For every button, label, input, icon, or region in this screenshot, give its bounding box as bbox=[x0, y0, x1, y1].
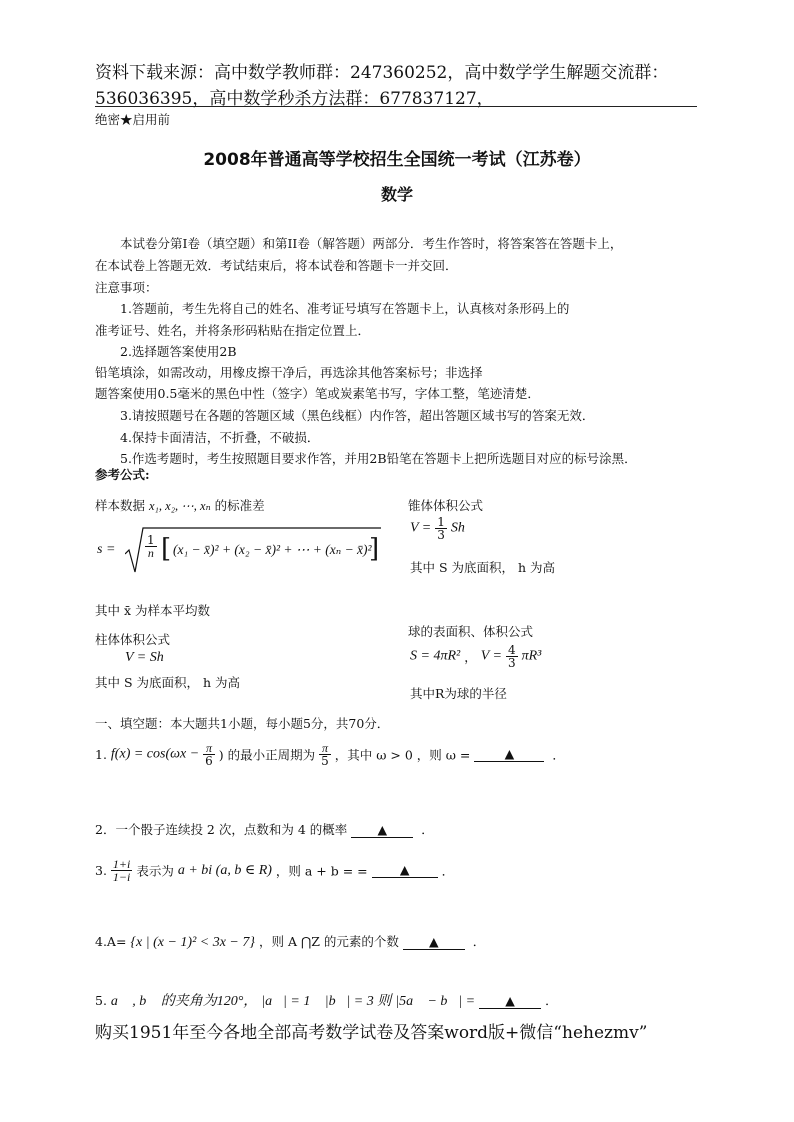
triangle-icon: ▲ bbox=[504, 746, 515, 761]
header-line-1: 资料下载来源：高中数学教师群：247360252，高中数学学生解题交流群： bbox=[95, 63, 669, 83]
note-2a: 2.选择题答案使用2B bbox=[120, 344, 237, 359]
note-3: 3.请按照题号在各题的答题区域（黑色线框）内作答，超出答题区域书写的答案无效． bbox=[120, 408, 595, 423]
question-4: 4.A= {x | (x − 1)² < 3x − 7} ，则 A ⋂Z 的元素的个数 ▲ ． bbox=[95, 934, 486, 950]
intro-line-2: 在本试卷上答题无效．考试结束后，将本试卷和答题卡一并交回． bbox=[95, 258, 458, 273]
q1-tail: ，其中 ω > 0 ，则 ω = bbox=[334, 747, 471, 763]
question-5: 5. a⃗ , b⃗ 的夹角为120°， |a⃗| = 1， |b⃗| = 3 则 |5a⃗ − b⃗| = ▲ ． bbox=[95, 993, 558, 1009]
one-over-n: $\frac{1}{n}$ bbox=[147, 533, 155, 560]
q5-prefix: 5. bbox=[95, 993, 107, 1008]
q4-tail: ，则 A ⋂Z 的元素的个数 bbox=[258, 934, 399, 949]
note-4: 4.保持卡面清洁，不折叠，不破损． bbox=[120, 430, 320, 445]
q3-mid: 表示为 bbox=[136, 863, 174, 879]
cone-label: 锥体体积公式 bbox=[408, 498, 484, 513]
sphere-label: 球的表面积、体积公式 bbox=[408, 624, 534, 639]
triangle-icon: ▲ bbox=[429, 934, 439, 949]
exam-title: 2008年普通高等学校招生全国统一考试（江苏卷） bbox=[203, 150, 591, 170]
note-5: 5.作选考题时，考生按照题目要求作答，并用2B铅笔在答题卡上把所选题目对应的标号涂黑． bbox=[120, 451, 637, 466]
q4-answer-blank[interactable] bbox=[403, 935, 465, 950]
cone-lhs: V = bbox=[410, 520, 432, 536]
subject-title: 数学 bbox=[380, 185, 413, 204]
std-dev-formula bbox=[95, 526, 395, 576]
triangle-icon: ▲ bbox=[399, 862, 410, 877]
std-dev-label-prefix: 样本数据 bbox=[95, 498, 146, 513]
note-1b: 准考证号、姓名，并将条形码粘贴在指定位置上． bbox=[95, 323, 371, 338]
std-dev-body: (x₁ − x̄)² + (x₂ − x̄)² + ⋯ + (xₙ − x̄)² bbox=[173, 542, 372, 557]
cone-note: 其中 S 为底面积， h 为高 bbox=[410, 560, 556, 575]
q5-vectors: a⃗ , b⃗ 的夹角为120°， bbox=[110, 994, 258, 1009]
sample-mean-note: 其中 x̄ 为样本平均数 bbox=[95, 603, 210, 618]
sphere-formula: S = 4πR² ， V = $\frac{4}{3}$ πR³ bbox=[410, 643, 542, 670]
question-3: 3. $\frac{1+i}{1-i}$ 表示为 a + bi (a, b ∈ R) ，则 a + b = = ▲ ． bbox=[95, 857, 455, 884]
footer-promo: 购买1951年至今各地全部高考数学试卷及答案word版+微信“hehezmv” bbox=[95, 1023, 648, 1043]
pi-over-6: $\frac{\pi}{6}$ bbox=[205, 741, 213, 768]
q1-prefix: 1. bbox=[95, 747, 107, 762]
question-2: 2．一个骰子连续投 2 次，点数和为 4 的概率 ▲ ． bbox=[95, 822, 434, 837]
note-2b: 铅笔填涂，如需改动，用橡皮擦干净后，再选涂其他答案标号；非选择 bbox=[95, 365, 483, 380]
cone-rhs: Sh bbox=[450, 520, 465, 536]
q2-answer-blank[interactable] bbox=[351, 823, 413, 838]
four-thirds: $\frac{4}{3}$ bbox=[507, 643, 516, 670]
q3-expr: a + bi (a, b ∈ R) bbox=[177, 863, 272, 878]
q2-text: 2．一个骰子连续投 2 次，点数和为 4 的概率 bbox=[95, 822, 348, 837]
formulas-heading: 参考公式: bbox=[95, 467, 150, 482]
prism-note: 其中 S 为底面积， h 为高 bbox=[95, 675, 241, 690]
header-line-2: 536036395，高中数学秒杀方法群：677837127， bbox=[95, 89, 494, 109]
sphere-area: S = 4πR² bbox=[410, 648, 461, 664]
secret-label: 绝密★启用前 bbox=[95, 112, 171, 127]
q1-mid: ) 的最小正周期为 bbox=[218, 747, 316, 763]
prism-label: 柱体体积公式 bbox=[95, 632, 171, 647]
pi-over-5: $\frac{\pi}{5}$ bbox=[321, 741, 329, 768]
std-dev-label bbox=[95, 496, 265, 514]
question-1: 1. f(x) = cos(ωx − $\frac{\pi}{6}$ ) 的最小正周期为 $\frac{\pi}{5}$ ，其中 ω > 0 ，则 ω = ▲ ． bbox=[95, 741, 565, 768]
note-1a: 1.答题前，考生先将自己的姓名、准考证号填写在答题卡上，认真核对条形码上的 bbox=[120, 301, 570, 316]
q5-conditions: |a⃗| = 1， |b⃗| = 3 则 bbox=[261, 994, 392, 1009]
q3-fraction: $\frac{1+i}{1-i}$ bbox=[112, 857, 131, 884]
std-dev-label-vars: x₁, x₂, ⋯, xₙ bbox=[149, 499, 211, 513]
q5-answer-blank[interactable] bbox=[479, 994, 541, 1009]
sphere-note: 其中R为球的半径 bbox=[410, 686, 507, 701]
left-bracket: [ bbox=[161, 534, 172, 564]
q3-prefix: 3. bbox=[95, 863, 107, 878]
prism-formula: V = Sh bbox=[125, 650, 164, 665]
std-dev-lhs: s = bbox=[97, 542, 116, 557]
q3-answer-blank[interactable] bbox=[372, 863, 438, 878]
note-2c: 题答案使用0.5毫米的黑色中性（签字）笔或炭素笔书写，字体工整，笔迹清楚． bbox=[95, 386, 540, 401]
q4-set: {x | (x − 1)² < 3x − 7} bbox=[130, 935, 255, 950]
triangle-icon: ▲ bbox=[505, 993, 515, 1008]
section-1-heading: 一、填空题：本大题共1小题，每小题5分，共70分． bbox=[95, 716, 390, 731]
sphere-volume-rhs: πR³ bbox=[521, 648, 542, 664]
q4-prefix: 4.A= bbox=[95, 934, 127, 949]
std-dev-label-suffix: 的标准差 bbox=[214, 498, 265, 513]
q1-func: f(x) = cos(ωx − bbox=[110, 746, 200, 762]
q3-tail: ，则 a + b = = bbox=[275, 863, 368, 879]
cone-formula bbox=[410, 516, 465, 552]
q5-expr: |5a⃗ − b⃗| = bbox=[395, 994, 476, 1009]
notes-heading: 注意事项： bbox=[95, 280, 158, 295]
triangle-icon: ▲ bbox=[377, 822, 388, 837]
header-divider bbox=[95, 106, 697, 107]
one-third: $\frac{1}{3}$ bbox=[437, 515, 445, 542]
q1-answer-blank[interactable] bbox=[474, 747, 544, 762]
intro-line-1: 本试卷分第I卷（填空题）和第II卷（解答题）两部分．考生作答时，将答案答在答题卡上， bbox=[120, 236, 623, 251]
right-bracket: ] bbox=[369, 534, 380, 564]
sphere-volume-lhs: V = bbox=[480, 648, 502, 664]
